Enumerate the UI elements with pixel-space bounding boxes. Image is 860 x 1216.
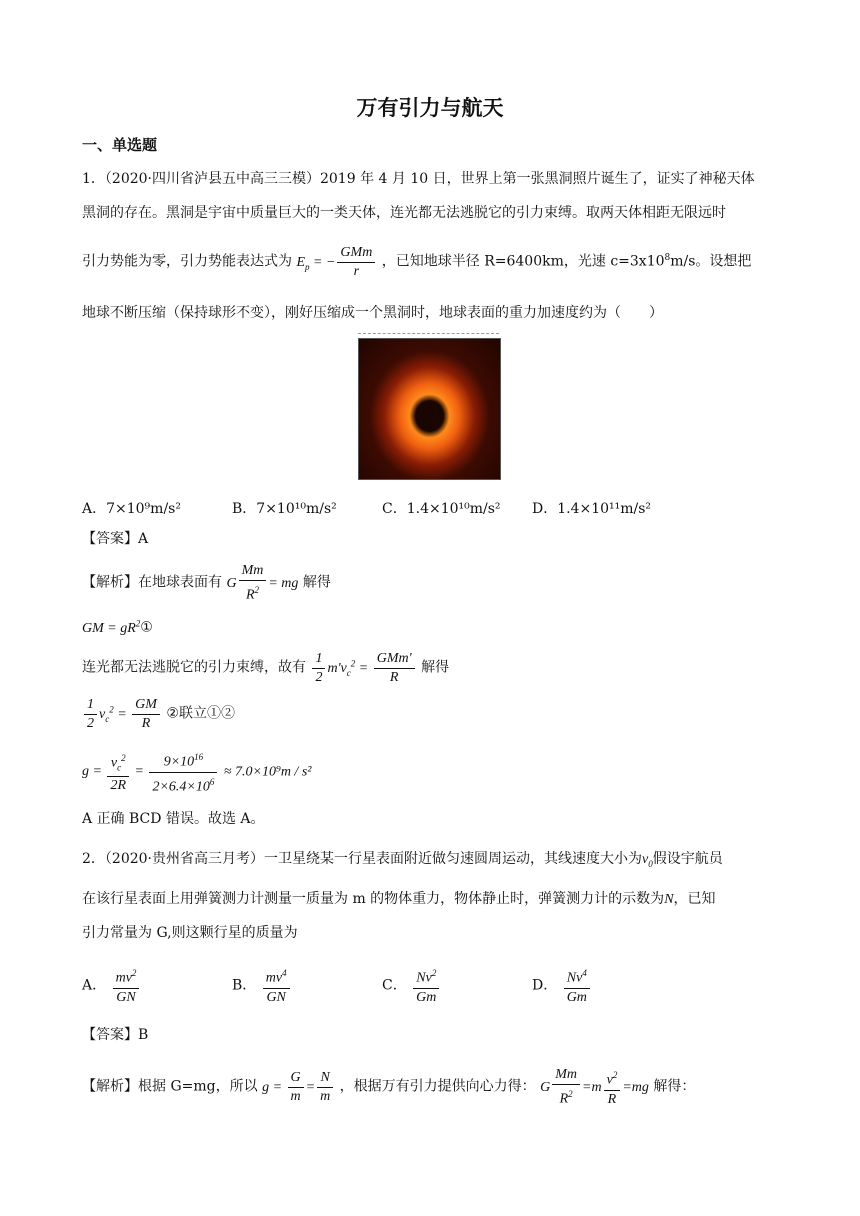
q2-analysis-text-a: 根据 G=mg，所以 bbox=[138, 1078, 258, 1095]
q2-option-c-label: C． bbox=[382, 977, 407, 994]
q2-option-d-label: D． bbox=[532, 977, 558, 994]
q1-line-1: 1．（2020·四川省泸县五中高三三模）2019 年 4 月 10 日，世界上第一张黑洞照片诞生了，证实了神秘天体 bbox=[82, 171, 755, 187]
q2-line-1-tail: 假设宇航员 bbox=[652, 851, 723, 867]
q2-option-c-formula: $\frac{Nv^2}{Gm}$ bbox=[413, 964, 439, 1007]
q2-line-2-text: 在该行星表面上用弹簧测力计测量一质量为 m 的物体重力，物体静止时，弹簧测力计的示数为 bbox=[82, 891, 665, 907]
q2-option-a-formula: $\frac{mv^2}{GN}$ bbox=[113, 964, 140, 1007]
analysis-text-2b: 解得 bbox=[421, 659, 450, 676]
q2-option-a-label: A． bbox=[82, 977, 107, 994]
formula-eq2: $\frac{1}{2}$ $v_c^2$ = $\frac{GM}{R}$ bbox=[82, 707, 162, 722]
q1-option-d: D．1.4×10¹¹m/s² bbox=[532, 501, 652, 517]
q2-analysis-label: 【解析】 bbox=[82, 1078, 138, 1095]
q2-option-c bbox=[382, 964, 441, 1007]
black-hole-image bbox=[358, 338, 501, 480]
analysis-text: 在地球表面有 bbox=[138, 574, 222, 591]
q1-energy-formula: $E_p$ = − $\frac{\text{GMm}}{r}$ bbox=[296, 255, 377, 270]
q2-option-d-formula: $\frac{Nv^4}{Gm}$ bbox=[564, 964, 590, 1007]
q1-line-2: 黑洞的存在。黑洞是宇宙中质量巨大的一类天体，连光都无法逃脱它的引力束缚。取两天体相距无限远时 bbox=[82, 205, 726, 221]
q1-line-3-text-b: ，已知地球半径 R=6400km，光速 c=3x10 bbox=[381, 253, 665, 270]
q2-line-1-text: 2．（2020·贵州省高三月考）一卫星绕某一行星表面附近做匀速圆周运动，其线速度大小为 bbox=[82, 851, 642, 867]
formula-gravity: G $\frac{Mm}{R^2}$ = mg bbox=[226, 563, 299, 603]
formula-eq3: g = $\frac{v_c^2}{2R}$ = $\frac{9\times 10^{16}}{2\times 6.4\times 10^6}$ bbox=[82, 764, 219, 779]
q1-line-4: 地球不断压缩（保持球形不变），刚好压缩成一个黑洞时，地球表面的重力加速度约为（ ） bbox=[82, 305, 663, 321]
q1-eq2 bbox=[82, 696, 235, 733]
analysis-text-b: 解得 bbox=[302, 574, 331, 591]
formula-gm: GM = $gR^2$ bbox=[82, 618, 141, 636]
eq1-mark: ① bbox=[140, 619, 153, 636]
page-title: 万有引力与航天 bbox=[356, 96, 504, 120]
image-border bbox=[358, 333, 499, 334]
q2-analysis-text-c: 解得： bbox=[653, 1078, 696, 1095]
q2-option-d bbox=[532, 964, 592, 1007]
q2-analysis-text-b: ，根据万有引力提供向心力得： bbox=[339, 1078, 536, 1095]
formula-escape: $\frac{1}{2}$ $m'v_c^2$ = $\frac{\text{GMm'}}{R}$ bbox=[310, 661, 416, 676]
q2-line-2 bbox=[82, 890, 716, 909]
eq2-mark: ②联立①② bbox=[166, 705, 235, 722]
q2-option-b-formula: $\frac{mv^4}{GN}$ bbox=[263, 964, 290, 1007]
q1-analysis-1 bbox=[82, 562, 331, 605]
q1-answer: 【答案】A bbox=[82, 531, 149, 547]
q1-line-3-text-c: m/s。设想把 bbox=[670, 253, 752, 270]
q1-analysis-2 bbox=[82, 650, 449, 687]
q1-option-c: C．1.4×10¹⁰m/s² bbox=[382, 501, 501, 517]
q1-line-3: 引力势能为零，引力势能表达式为 $E_p$ = − $\frac{\text{GMm}}{r}$ ，已知地球半径 R=6400km，光速 $c=3x10^8m/s$。设想把 bbox=[82, 245, 752, 279]
q1-line-3-text: 引力势能为零，引力势能表达式为 bbox=[82, 253, 292, 270]
eq3-result: ≈ 7.0×10⁹m / s² bbox=[223, 764, 312, 780]
analysis-label: 【解析】 bbox=[82, 574, 138, 591]
q1-option-b: B．7×10¹⁰m/s² bbox=[232, 501, 337, 517]
q1-conclusion: A 正确 BCD 错误。故选 A。 bbox=[82, 811, 265, 827]
v0-symbol: $v_0$ bbox=[641, 852, 653, 869]
q2-line-1 bbox=[82, 850, 723, 873]
q2-option-b bbox=[232, 964, 292, 1007]
q2-answer: 【答案】B bbox=[82, 1027, 149, 1043]
q2-analysis bbox=[82, 1066, 695, 1109]
section-heading: 一、单选题 bbox=[82, 136, 158, 154]
q1-eq3 bbox=[82, 748, 311, 796]
q2-option-a bbox=[82, 964, 141, 1007]
q2-line-2-tail: ，已知 bbox=[673, 891, 716, 907]
q2-option-b-label: B． bbox=[232, 977, 257, 994]
q1-eq1 bbox=[82, 614, 153, 638]
analysis-text-2: 连光都无法逃脱它的引力束缚，故有 bbox=[82, 659, 306, 676]
q1-option-a: A．7×10⁹m/s² bbox=[82, 501, 181, 517]
q2-line-3: 引力常量为 G,则这颗行星的质量为 bbox=[82, 925, 298, 941]
n-symbol: N bbox=[664, 892, 674, 907]
q2-formula-centripetal: G $\frac{Mm}{R^2}$ =m $\frac{v^2}{R}$ =mg bbox=[540, 1067, 649, 1107]
q2-formula-g: g = $\frac{G}{m}$ = $\frac{N}{m}$ bbox=[262, 1080, 335, 1095]
